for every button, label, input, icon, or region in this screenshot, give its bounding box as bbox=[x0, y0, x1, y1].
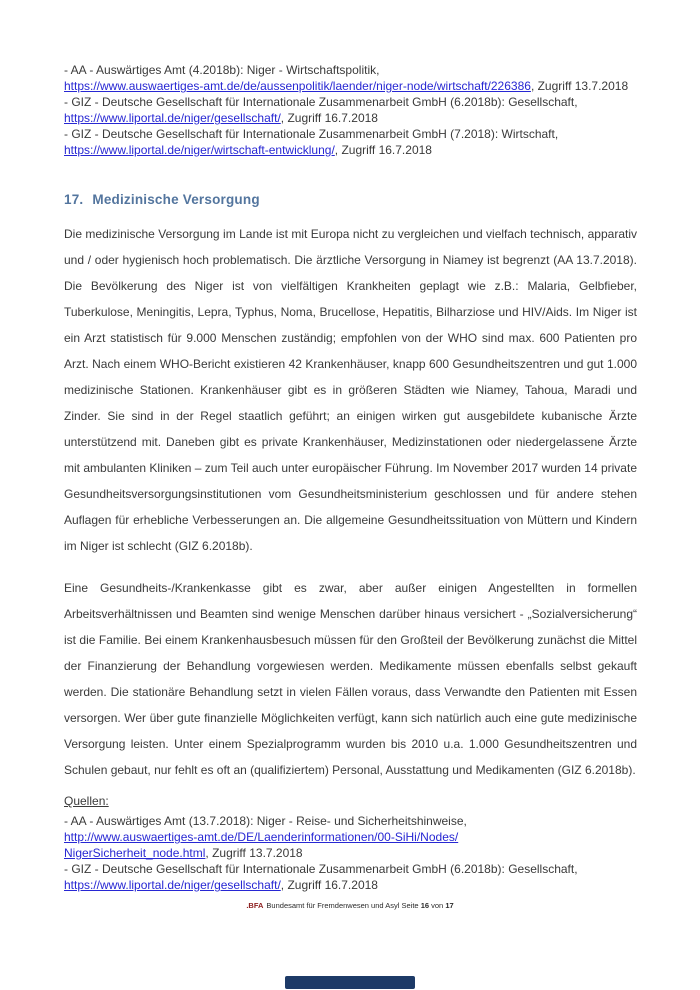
page-footer bbox=[0, 901, 700, 911]
footer-of: von bbox=[431, 901, 444, 910]
source-text: - AA - Auswärtiges Amt (4.2018b): Niger - Wirtschaftspolitik, bbox=[64, 63, 380, 77]
source-text: - GIZ - Deutsche Gesellschaft für Internationale Zusammenarbeit GmbH (6.2018b): Gesellschaft, bbox=[64, 862, 578, 876]
source-list-top bbox=[64, 62, 637, 158]
source-entry bbox=[64, 94, 637, 126]
bfa-logo: .BFA bbox=[246, 901, 264, 910]
source-link-line1: http://www.auswaertiges-amt.de/DE/Laenderinformationen/00-SiHi/Nodes/ bbox=[64, 830, 459, 844]
source-text: - AA - Auswärtiges Amt (13.7.2018): Niger - Reise- und Sicherheitshinweise, bbox=[64, 814, 467, 828]
source-suffix: , Zugriff 16.7.2018 bbox=[334, 143, 432, 157]
source-list-bottom bbox=[64, 813, 637, 893]
source-entry bbox=[64, 62, 637, 94]
quellen-label: Quellen: bbox=[64, 794, 109, 808]
source-suffix: , Zugriff 16.7.2018 bbox=[280, 878, 378, 892]
source-entry bbox=[64, 813, 637, 861]
page-number: 16 bbox=[420, 901, 430, 910]
source-link-line2: NigerSicherheit_node.html bbox=[64, 846, 206, 860]
source-suffix: , Zugriff 16.7.2018 bbox=[280, 111, 378, 125]
source-link[interactable]: https://www.liportal.de/niger/gesellschaft/ bbox=[64, 111, 281, 125]
page-total: 17 bbox=[445, 901, 454, 910]
source-link[interactable]: https://www.auswaertiges-amt.de/de/aussenpolitik/laender/niger-node/wirtschaft/226386 bbox=[64, 79, 531, 93]
section-number: 17. bbox=[64, 192, 84, 207]
source-text: - GIZ - Deutsche Gesellschaft für Internationale Zusammenarbeit GmbH (6.2018b): Gesellschaft, bbox=[64, 95, 578, 109]
source-entry bbox=[64, 861, 637, 893]
page-content bbox=[64, 62, 637, 893]
source-link[interactable]: https://www.liportal.de/niger/wirtschaft-entwicklung/ bbox=[64, 143, 335, 157]
footer-text: Bundesamt für Fremdenwesen und Asyl Seite bbox=[266, 901, 419, 910]
bottom-bar bbox=[285, 976, 415, 989]
source-suffix: , Zugriff 13.7.2018 bbox=[530, 79, 629, 93]
source-link[interactable]: https://www.liportal.de/niger/gesellschaft/ bbox=[64, 878, 281, 892]
paragraph-health-insurance: Eine Gesundheits-/Krankenkasse gibt es zwar, aber außer einigen Angestellten in formellen Arbeitsverhältnissen und Beamten sind wenige Menschen darüber hinaus versichert - „Sozialversicherung“ ist die Familie. Bei einem Krankenhausbesuch müssen für den Großteil der Bevölkerung zunächst die Mittel der Finanzierung der Behandlung vorgewiesen werden. Medikamente müssen ebenfalls selbst gekauft werden. Die stationäre Behandlung setzt in vielen Fällen voraus, dass Verwandte den Patienten mit Essen versorgen. Wer über gute finanzielle Möglichkeiten verfügt, kann sich natürlich auch eine gute medizinische Versorgung leisten. Unter einem Spezialprogramm wurden bis 2010 u.a. 1.000 Gesundheitszentren und Schulen gebaut, nur fehlt es oft an (qualifiziertem) Personal, Ausstattung und Medikamenten (GIZ 6.2018b). bbox=[64, 581, 637, 777]
section-title: Medizinische Versorgung bbox=[92, 192, 260, 207]
source-text: - GIZ - Deutsche Gesellschaft für Internationale Zusammenarbeit GmbH (7.2018): Wirtschaft, bbox=[64, 127, 559, 141]
source-suffix: , Zugriff 13.7.2018 bbox=[205, 846, 303, 860]
source-entry bbox=[64, 126, 637, 158]
paragraph-medical-care: Die medizinische Versorgung im Lande ist mit Europa nicht zu vergleichen und vielfach technisch, apparativ und / oder hygienisch hoch problematisch. Die ärztliche Versorgung in Niamey ist begrenzt (AA 13.7.2018). Die Bevölkerung des Niger ist von vielfältigen Krankheiten geplagt wie z.B.: Malaria, Gelbfieber, Tuberkulose, Meningitis, Lepra, Typhus, Noma, Brucellose, Hepatitis, Bilharziose und HIV/Aids. Im Niger ist ein Arzt statistisch für 9.000 Menschen zuständig; empfohlen von der WHO sind max. 600 Patienten pro Arzt. Nach einem WHO-Bericht existieren 42 Krankenhäuser, knapp 600 Gesundheitszentren und gut 1.000 medizinische Stationen. Krankenhäuser gibt es in größeren Städten wie Niamey, Tahoua, Maradi und Zinder. Sie sind in der Regel staatlich geführt; an einigen wirken gut ausgebildete kubanische Ärzte unterstützend mit. Daneben gibt es private Krankenhäuser, Medizinstationen oder niedergelassene Ärzte mit ambulanten Kliniken – zum Teil auch unter europäischer Führung. Im November 2017 wurden 14 private Gesundheitsversorgungsinstitutionen vom Gesundheitsministerium geschlossen und für andere stehen Auflagen für erhebliche Verbesserungen an. Die allgemeine Gesundheitssituation von Müttern und Kindern im Niger ist schlecht (GIZ 6.2018b). bbox=[64, 227, 637, 553]
section-heading bbox=[64, 192, 637, 207]
